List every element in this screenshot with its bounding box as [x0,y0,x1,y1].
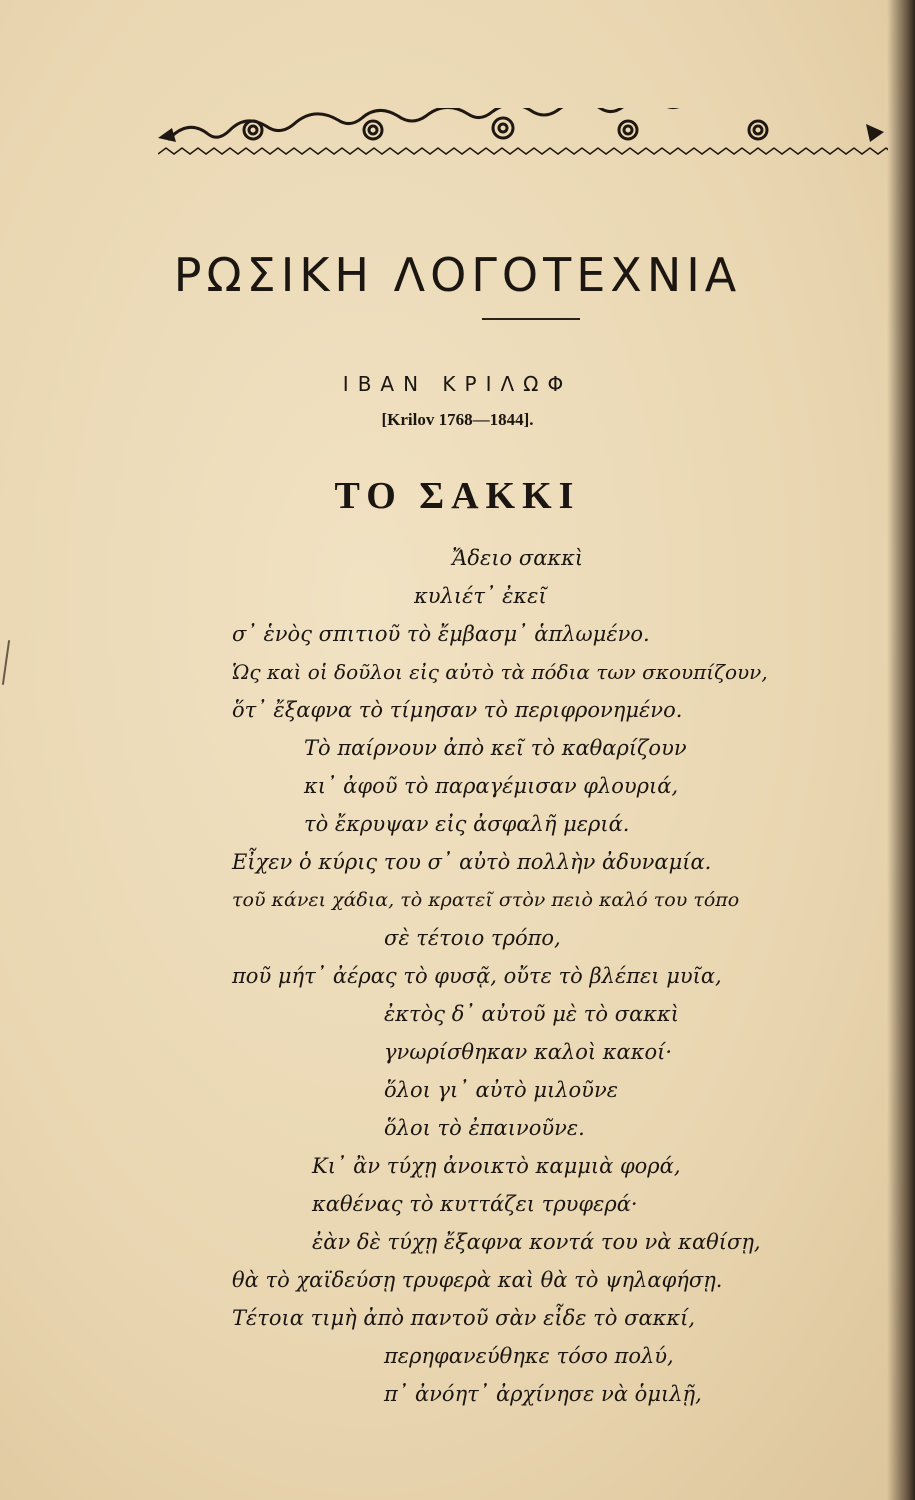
poem-line: Εἶχεν ὁ κύρις του σ᾽ αὐτὸ πολλὴν ἀδυναμία. [232,850,712,874]
author-name: ΙΒΑΝ ΚΡΙΛΩΦ [342,372,573,396]
poem-line: κυλιέτ᾽ ἐκεῖ [414,584,547,608]
section-title: ΡΩΣΙΚΗ ΛΟΓΟΤΕΧΝΙΑ [173,248,742,302]
poem-line: π᾽ ἀνόητ᾽ ἀρχίνησε νὰ ὁμιλῇ, [384,1382,702,1406]
poem-line: Ἄδειο σακκὶ [452,546,584,570]
poem-line: κι᾽ ἀφοῦ τὸ παραγέμισαν φλουριά, [304,774,679,798]
poem-line: σὲ τέτοιο τρόπο, [384,926,561,950]
poem-line: περηφανεύθηκε τόσο πολύ, [384,1344,674,1368]
poem-line: Τὸ παίρνουν ἀπὸ κεῖ τὸ καθαρίζουν [304,736,687,760]
poem-line: Ὡς καὶ οἱ δοῦλοι εἰς αὐτὸ τὰ πόδια των σκουπίζουν, [232,660,768,684]
book-gutter-edge [887,0,915,1500]
decorative-header-ornament [158,108,888,170]
poem-line: τοῦ κάνει χάδια, τὸ κρατεῖ στὸν πειὸ καλό του τόπο [232,889,740,911]
poem-line: τὸ ἔκρυψαν εἰς ἀσφαλῆ μεριά. [304,812,630,836]
poem-line: γνωρίσθηκαν καλοὶ κακοί· [384,1040,673,1064]
poem-line: ποῦ μήτ᾽ ἀέρας τὸ φυσᾷ, οὔτε τὸ βλέπει μυῖα, [232,964,722,988]
poem-line: Κι᾽ ἂν τύχῃ ἀνοικτὸ καμμιὰ φορά, [312,1154,681,1178]
poem-line: σ᾽ ἑνὸς σπιτιοῦ τὸ ἔμβασμ᾽ ἁπλωμένο. [232,622,650,646]
poem-title: ΤΟ ΣΑΚΚΙ [334,475,581,517]
poem-line: ὅλοι γι᾽ αὐτὸ μιλοῦνε [384,1078,618,1102]
poem-line: καθένας τὸ κυττάζει τρυφερά· [312,1192,638,1216]
poem-line: ἐὰν δὲ τύχῃ ἔξαφνα κοντά του νὰ καθίσῃ, [312,1230,761,1254]
poem-line: ἐκτὸς δ᾽ αὐτοῦ μὲ τὸ σακκὶ [384,1002,680,1026]
poem-line: Τέτοια τιμὴ ἀπὸ παντοῦ σὰν εἶδε τὸ σακκί, [232,1306,696,1330]
title-divider [482,318,580,320]
author-dates: [Krilov 1768—1844]. [381,410,534,429]
poem-line: ὅλοι τὸ ἐπαινοῦνε. [384,1116,585,1140]
poem-line: θὰ τὸ χαϊδεύσῃ τρυφερὰ καὶ θὰ τὸ ψηλαφήσῃ. [232,1268,723,1292]
poem-line: ὅτ᾽ ἔξαφνα τὸ τίμησαν τὸ περιφρονημένο. [232,698,683,722]
